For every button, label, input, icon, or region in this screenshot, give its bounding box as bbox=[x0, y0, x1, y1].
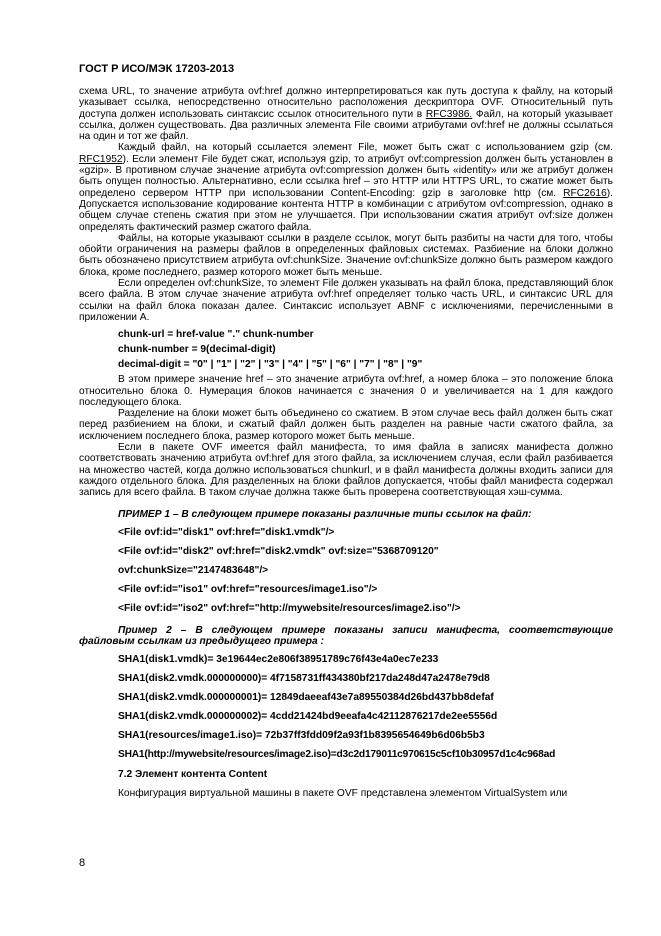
paragraph-text: Файл, на который указывает ссылка, должен существовать. Два различных элемента File своими атрибутами ovf:href не должны ссылаться на один и тот же файл. bbox=[79, 108, 613, 143]
paragraph-text: ). Допускается использование кодирование контента HTTP в комбинации с атрибутом ovf:compression, однако в общем случае степень сжатия при этом не улучшается. При использовании сжатия атрибут ovf:size должен определять фактический размер сжатого файла. bbox=[79, 187, 613, 233]
example-title: ПРИМЕР 1 – В следующем примере показаны различные типы ссылок на файл: bbox=[118, 508, 532, 520]
example-code-line: ovf:chunkSize="2147483648"/> bbox=[118, 564, 269, 576]
section-heading: 7.2 Элемент контента Content bbox=[118, 769, 268, 781]
paragraph bbox=[79, 86, 613, 142]
example-code-line: <File ovf:id="disk1" ovf:href="disk1.vmdk"/> bbox=[118, 526, 335, 538]
example-code-line: <File ovf:id="iso2" ovf:href="http://mywebsite/resources/image2.iso"/> bbox=[118, 602, 461, 614]
rfc-reference: RFC1952 bbox=[79, 153, 123, 165]
manifest-entry: SHA1(disk1.vmdk)= 3e19644ec2e806f38951789c76f43e4a0ec7e233 bbox=[118, 654, 439, 666]
manifest-entry: SHA1(disk2.vmdk.000000000)= 4f7158731ff434380bf217da248d47a2478e79d8 bbox=[118, 673, 490, 685]
document-header: ГОСТ Р ИСО/МЭК 17203-2013 bbox=[79, 63, 235, 75]
example-title: Пример 2 – В следующем примере показаны записи манифеста, соответствующие файловым ссылкам из предыдущего примера : bbox=[79, 624, 613, 648]
manifest-entry: SHA1(resources/image1.iso)= 72b37ff3fdd09f2a93f1b8395654649b6d06b5b3 bbox=[118, 730, 485, 742]
page-content bbox=[79, 86, 613, 799]
manifest-entry: SHA1(http://mywebsite/resources/image2.iso)=d3c2d179011c970615c5cf10b30957d1c4c968ad bbox=[118, 749, 556, 761]
manifest-entry: SHA1(disk2.vmdk.000000001)= 12849daeeaf43e7a89550384d26bd437bb8defaf bbox=[118, 692, 494, 704]
abnf-rule: chunk-number = 9(decimal-digit) bbox=[118, 344, 276, 356]
rfc-reference: RFC2616 bbox=[563, 187, 607, 199]
paragraph: Если определен ovf:chunkSize, то элемент File должен указывать на файл блока, представляющий блок всего файла. В этом случае значение атрибута ovf:href определяет только часть URL, и синтаксис URL для ссылки на файл блока показан далее. Синтаксис использует ABNF с исключениями, перечисленными в приложении А. bbox=[79, 278, 613, 323]
abnf-rule: decimal-digit = "0" | "1" | "2" | "3" | "4" | "5" | "6" | "7" | "8" | "9" bbox=[118, 359, 423, 371]
paragraph: В этом примере значение href – это значение атрибута ovf:href, а номер блока – это положение блока относительно блока 0. Нумерация блоков начинается с значения 0 и увеличивается на 1 для каждого последующего блока. bbox=[79, 374, 613, 408]
paragraph: Конфигурация виртуальной машины в пакете OVF представлена элементом VirtualSystem или bbox=[118, 787, 568, 799]
paragraph-text: ). Если элемент File будет сжат, используя gzip, то атрибут ovf:compression должен быть установлен в «gzip». В противном случае значение атрибута ovf:compression должен быть «identity» или же атрибут должен быть опущен полностью. Альтернативно, если ссылка href – это HTTP или HTTPS URL, то сжатие может быть определено сервером HTTP при использовании Content-Encoding: gzip в заголовке http (см. bbox=[79, 153, 613, 199]
paragraph-text: Каждый файл, на который ссылается элемент File, может быть сжат с использованием gzip (см. bbox=[118, 142, 613, 154]
manifest-entry: SHA1(disk2.vmdk.000000002)= 4cdd21424bd9eeafa4c42112876217de2ee5556d bbox=[118, 711, 498, 723]
paragraph: Разделение на блоки может быть объединено со сжатием. В этом случае весь файл должен быть сжат перед разбиением на блоки, и сжатый файл должен быть разделен на равные части сжатого файла, за исключением последнего блока, размер которого может быть меньше. bbox=[79, 408, 613, 442]
example-code-line: <File ovf:id="disk2" ovf:href="disk2.vmdk" ovf:size="5368709120" bbox=[118, 545, 439, 557]
paragraph-text: схема URL, то значение атрибута ovf:href должно интерпретироваться как путь доступа к файлу, на который указывает ссылка, непосредственно относительно расположения дескриптора OVF. Относительный путь доступа должен использовать синтаксис ссылок относительного пути в bbox=[79, 86, 613, 120]
abnf-rule: chunk-url = href-value "." chunk-number bbox=[118, 329, 314, 341]
paragraph: Если в пакете OVF имеется файл манифеста, то имя файла в записях манифеста должно соответствовать значению атрибута ovf:href для этого файла, за исключением случая, если файл разбивается на множество частей, когда должно использоваться chunkurl, и в файл манифеста должны входить записи для каждого отдельного блока. Для разделенных на блоки файлов допускается, чтобы файл манифеста содержал запись для всего файла. В таком случае должна также быть проверена соответствующая хэш-сумма. bbox=[79, 442, 613, 499]
page-number: 8 bbox=[79, 857, 86, 869]
rfc-reference: RFC3986. bbox=[425, 108, 473, 120]
example-code-line: <File ovf:id="iso1" ovf:href="resources/image1.iso"/> bbox=[118, 583, 378, 595]
paragraph bbox=[79, 142, 613, 232]
paragraph: Файлы, на которые указывают ссылки в разделе ссылок, могут быть разбиты на части для того, чтобы обойти ограничения на размеры файлов в определенных файловых системах. Разбиение на блоки должно быть обозначено присутствием атрибута ovf:chunkSize. Значение ovf:chunkSize должно быть размером каждого блока, кроме последнего, размер которого может быть меньше. bbox=[79, 232, 613, 278]
